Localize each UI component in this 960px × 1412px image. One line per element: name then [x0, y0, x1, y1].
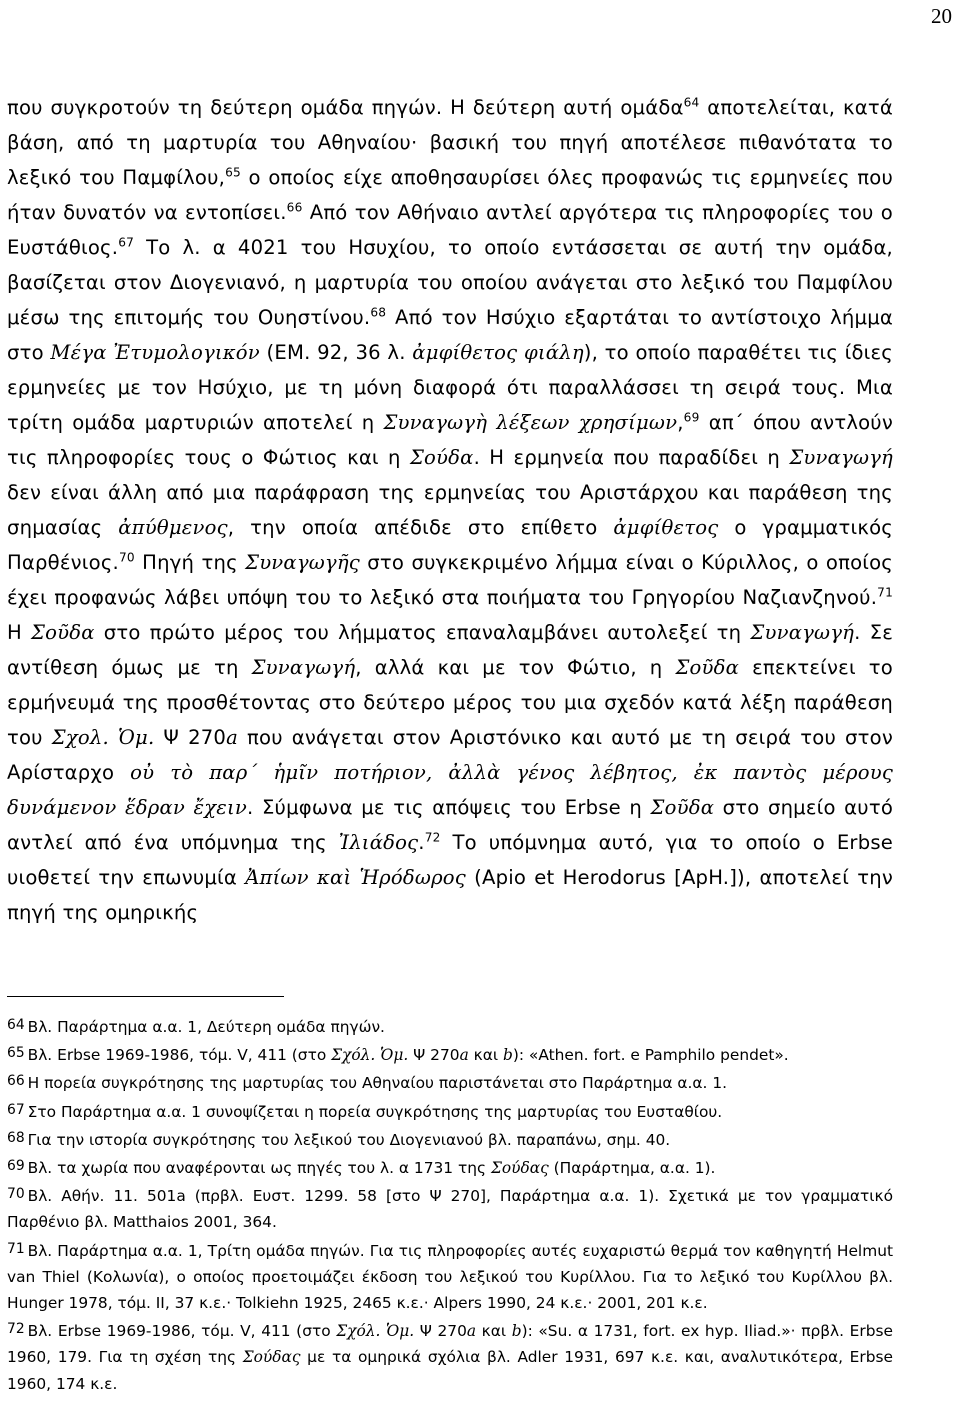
text-run: (Apio et Herodorus [ApH.]), αποτελεί την πηγή της ομηρικής: [7, 866, 893, 924]
text-run: . Η ερμηνεία που παραδίδει η: [473, 446, 790, 469]
text-run: ), το οποίο παραθέτει τις ίδιες ερμηνείες με τον Ησύχιο, με τη μόνη διαφορά ότι παραλλάσσει τη σειρά τους. Μια τρίτη ομάδα μαρτυριών αποτελεί η: [7, 341, 894, 434]
italic-text: a: [226, 726, 238, 749]
footnote-64: [7, 1012, 893, 1040]
text-run: Η: [7, 621, 32, 644]
text-run: Από τον Ησύχιο εξαρτάται το αντίστοιχο λήμμα στο: [7, 306, 893, 364]
footnote-number: 72: [7, 1321, 25, 1338]
footnote-72: [7, 1316, 893, 1397]
italic-text: Σοῦδα: [650, 796, 715, 819]
italic-text: Σχόλ. Ὁμ.: [331, 1046, 409, 1065]
italic-text: ἀμφίθετος φιάλη: [412, 341, 584, 364]
italic-text: ἀμφίθετος: [613, 516, 719, 539]
text-run: Πηγή της: [134, 551, 246, 574]
text-run: στο σημείο αυτό αντλεί από ένα υπόμνημα της: [7, 796, 894, 854]
page-number: 20: [931, 4, 952, 28]
text-run: .: [418, 831, 425, 854]
footnote-ref: 69: [683, 410, 700, 425]
text-run: Ψ 270: [154, 726, 227, 749]
italic-text: Συναγωγή: [750, 621, 855, 644]
italic-text: Σούδας: [242, 1348, 301, 1367]
text-run: Ψ 270: [408, 1046, 460, 1065]
italic-text: Ἀπίων καὶ Ἡρόδωρος: [245, 866, 466, 889]
italic-text: a: [459, 1046, 469, 1065]
footnote-number: 70: [7, 1186, 25, 1203]
text-run: δεν είναι άλλη από μια παράφραση της ερμηνείας του Αριστάρχου και παράθεση της σημασίας: [7, 481, 893, 539]
text-run: ): «Su. α 1731, fort. ex hyp. Iliad.»· πρβλ. Erbse 1960, 179. Για τη σχέση της: [7, 1322, 893, 1367]
footnote-ref: 65: [225, 165, 241, 180]
italic-text: Συναγωγῆς: [245, 551, 360, 574]
text-run: , αλλά και με τον Φώτιο, η: [355, 656, 676, 679]
footnote-number: 66: [7, 1073, 25, 1090]
text-run: Βλ. Erbse 1969-1986, τόμ. V, 411 (στο: [27, 1046, 332, 1065]
text-run: απ΄ όπου αντλούν τις πληροφορίες τους ο Φώτιος και η: [7, 411, 893, 469]
footnote-number: 68: [7, 1129, 25, 1146]
footnote-ref: 71: [877, 585, 893, 600]
italic-text: ἀπύθμενος: [118, 516, 228, 539]
text-run: . Σε αντίθεση όμως με τη: [7, 621, 893, 679]
italic-text: Ἰλιάδος: [338, 831, 419, 854]
text-run: Η πορεία συγκρότησης της μαρτυρίας του Αθηναίου παριστάνεται στο Παράρτημα α.α. 1.: [27, 1074, 728, 1093]
text-run: Για την ιστορία συγκρότησης του λεξικού του Διογενιανού βλ. παραπάνω, σημ. 40.: [27, 1130, 671, 1149]
footnote-69: [7, 1153, 893, 1181]
text-run: που συγκροτούν τη δεύτερη ομάδα πηγών. Η δεύτερη αυτή ομάδα: [7, 96, 684, 119]
footnote-number: 71: [7, 1240, 25, 1257]
footnote-67: [7, 1097, 893, 1125]
footnote-separator: [7, 996, 284, 997]
text-run: (EM. 92, 36 λ.: [259, 341, 413, 364]
footnote-71: [7, 1236, 893, 1317]
text-run: αποτελείται, κατά βάση, από τη μαρτυρία του Αθηναίου· βασική του πηγή αποτέλεσε πιθανότατα το λεξικό του Παμφίλου,: [7, 96, 893, 189]
text-run: Το υπόμνημα αυτό, για το οποίο ο Erbse υιοθετεί την επωνυμία: [7, 831, 893, 889]
footnote-ref: 68: [370, 305, 387, 320]
text-run: Βλ. Erbse 1969-1986, τόμ. V, 411 (στο: [27, 1322, 337, 1341]
footnote-70: [7, 1181, 893, 1235]
footnote-ref: 70: [118, 550, 135, 565]
italic-text: οὐ τὸ παρ΄ ἡμῖν ποτήριον, ἀλλὰ γένος λέβητος, ἐκ παντὸς μέρους δυνάμενον ἕδραν ἔχειν: [7, 761, 893, 819]
text-run: στο πρώτο μέρος του λήμματος επαναλαμβάνει αυτολεξεί τη: [94, 621, 751, 644]
text-run: που ανάγεται στον Αριστόνικο και αυτό με τη σειρά του στον Αρίσταρχο: [7, 726, 893, 784]
text-run: Από τον Αθήναιο αντλεί αργότερα τις πληροφορίες του ο Ευστάθιος.: [7, 201, 893, 259]
footnote-ref: 72: [424, 830, 441, 845]
italic-text: b: [511, 1322, 522, 1341]
text-run: Ψ 270: [414, 1322, 467, 1341]
italic-text: Συναγωγὴ λέξεων χρησίμων: [383, 411, 678, 434]
text-run: Βλ. Αθήν. 11. 501a (πρβλ. Ευστ. 1299. 58 [στο Ψ 270], Παράρτημα α.α. 1). Σχετικά με τον γραμματικό Παρθένιο βλ. Matthaios 2001, 364.: [7, 1187, 893, 1232]
text-run: Στο Παράρτημα α.α. 1 συνοψίζεται η πορεία συγκρότησης της μαρτυρίας του Ευσταθίου.: [27, 1102, 723, 1121]
text-run: και: [468, 1046, 503, 1065]
text-run: Το λ. α 4021 του Ησυχίου, το οποίο εντάσσεται σε αυτή την ομάδα, βασίζεται στον Διογενιανό, η μαρτυρία του οποίου ανάγεται στο λεξικό του Παμφίλου μέσω της επιτομής του Ουηστίνου.: [7, 236, 893, 329]
italic-text: Μέγα Ἐτυμολογικόν: [50, 341, 260, 364]
text-run: ): «Athen. fort. e Pamphilo pendet».: [512, 1046, 789, 1065]
text-run: με τα ομηρικά σχόλια βλ. Adler 1931, 697 κ.ε. και, αναλυτικότερα, Erbse 1960, 174 κ.ε.: [7, 1348, 893, 1393]
text-run: επεκτείνει το ερμήνευμά της προσθέτοντας στο δεύτερο μέρος του μια σχεδόν κατά λέξη παράθεση του: [7, 656, 893, 749]
text-run: ο γραμματικός Παρθένιος.: [7, 516, 893, 574]
italic-text: Σχολ. Ὁμ.: [51, 726, 155, 749]
italic-text: Σχόλ. Ὁμ.: [336, 1322, 415, 1341]
italic-text: Σούδα: [409, 446, 474, 469]
body-paragraph: [7, 90, 893, 930]
footnote-number: 69: [7, 1158, 25, 1175]
text-run: Βλ. Παράρτημα α.α. 1, Δεύτερη ομάδα πηγών.: [27, 1018, 385, 1036]
text-run: (Παράρτημα, α.α. 1).: [548, 1159, 716, 1178]
text-run: Βλ. τα χωρία που αναφέρονται ως πηγές του λ. α 1731 της: [27, 1159, 491, 1178]
italic-text: Σούδας: [490, 1159, 549, 1178]
text-run: ,: [677, 411, 684, 434]
footnote-68: [7, 1125, 893, 1153]
italic-text: a: [466, 1322, 477, 1341]
text-run: και: [476, 1322, 512, 1341]
footnote-ref: 64: [683, 95, 700, 110]
text-run: , την οποία απέδιδε στο επίθετο: [227, 516, 614, 539]
text-run: στο συγκεκριμένο λήμμα είναι ο Κύριλλος, ο οποίος έχει προφανώς λάβει υπόψη του το λεξικό στα ποιήματα του Γρηγορίου Ναζιανζηνού.: [7, 551, 893, 609]
italic-text: Συναγωγή: [789, 446, 893, 469]
footnote-65: [7, 1040, 893, 1068]
footnote-number: 65: [7, 1045, 25, 1062]
footnote-number: 64: [7, 1017, 25, 1033]
italic-text: b: [502, 1046, 513, 1065]
footnotes: [7, 1012, 893, 1397]
text-run: ο οποίος είχε αποθησαυρίσει όλες προφανώς τις ερμηνείες που ήταν δυνατόν να εντοπίσει.: [7, 166, 893, 224]
italic-text: Σοῦδα: [675, 656, 740, 679]
footnote-ref: 67: [118, 235, 135, 250]
italic-text: Συναγωγή: [251, 656, 356, 679]
text-run: Βλ. Παράρτημα α.α. 1, Τρίτη ομάδα πηγών. Για τις πληροφορίες αυτές ευχαριστώ θερμά τον καθηγητή Helmut van Thiel (Κολωνία), ο οποίος προετοιμάζει έκδοση του λεξικού του Κυρίλλου. Για το λεξικό του Κυρίλλου βλ. Hunger 1978, τόμ. ΙΙ, 37 κ.ε.· Tolkiehn 1925, 2465 κ.ε.· Alpers 1990, 24 κ.ε.· 2001, 201 κ.ε.: [7, 1241, 893, 1313]
footnote-number: 67: [7, 1101, 25, 1118]
text-run: . Σύμφωνα με τις απόψεις του Erbse η: [247, 796, 651, 819]
italic-text: Σοῦδα: [31, 621, 95, 644]
footnote-ref: 66: [286, 200, 303, 215]
footnote-66: [7, 1068, 893, 1096]
